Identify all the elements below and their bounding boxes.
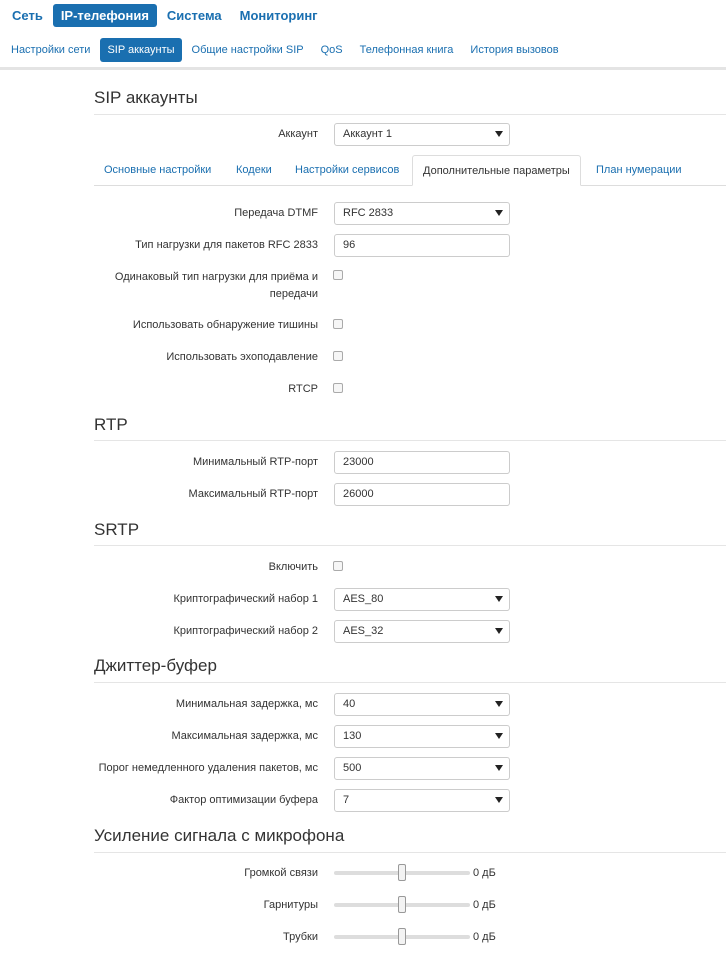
gain-speaker-slider[interactable]: [334, 871, 470, 875]
tab-basic-settings[interactable]: Основные настройки: [104, 164, 212, 176]
subnav-phonebook[interactable]: Телефонная книга: [359, 43, 454, 56]
jitter-min-delay-value: 40: [343, 698, 356, 710]
dtmf-label: Передача DTMF: [234, 207, 318, 219]
subnav-qos[interactable]: QoS: [320, 43, 343, 56]
gain-headset-slider[interactable]: [334, 903, 470, 907]
account-label: Аккаунт: [278, 128, 318, 140]
chevron-down-icon: [495, 765, 503, 771]
nav-divider: [0, 67, 726, 70]
gain-speaker-value: 0 дБ: [473, 867, 496, 879]
dtmf-select-value: RFC 2833: [343, 207, 394, 219]
srtp-section-title: SRTP: [94, 520, 140, 539]
same-payload-checkbox[interactable]: [333, 270, 343, 280]
section-divider: [94, 682, 726, 683]
rtp-min-port-label: Минимальный RTP-порт: [193, 456, 318, 468]
gain-headset-value: 0 дБ: [473, 899, 496, 911]
topnav-network[interactable]: Сеть: [12, 7, 43, 23]
chevron-down-icon: [495, 596, 503, 602]
srtp-enable-checkbox[interactable]: [333, 561, 343, 571]
rtp-section-title: RTP: [94, 415, 128, 434]
jitter-opt-factor-select[interactable]: [334, 789, 510, 812]
crypto-suite-1-label: Криптографический набор 1: [173, 593, 318, 605]
section-divider: [94, 852, 726, 853]
section-divider: [94, 545, 726, 546]
gain-speaker-slider-handle[interactable]: [398, 864, 406, 881]
same-payload-label: [115, 269, 318, 303]
rtcp-label: RTCP: [288, 383, 318, 395]
chevron-down-icon: [495, 733, 503, 739]
jitter-drop-threshold-select[interactable]: [334, 757, 510, 780]
rtp-max-port-input[interactable]: 26000: [334, 483, 510, 506]
crypto-suite-1-select[interactable]: [334, 588, 510, 611]
tab-service-settings[interactable]: Настройки сервисов: [295, 164, 400, 176]
rtcp-checkbox[interactable]: [333, 383, 343, 393]
rtp-min-port-input[interactable]: 23000: [334, 451, 510, 474]
gain-handset-slider[interactable]: [334, 935, 470, 939]
tab-additional-parameters[interactable]: Дополнительные параметры: [412, 155, 581, 186]
subnav-sip-accounts[interactable]: SIP аккаунты: [100, 38, 181, 62]
crypto-suite-2-select[interactable]: [334, 620, 510, 643]
jitter-min-delay-select[interactable]: [334, 693, 510, 716]
page-title: SIP аккаунты: [94, 88, 198, 107]
silence-detection-checkbox[interactable]: [333, 319, 343, 329]
chevron-down-icon: [495, 701, 503, 707]
topnav-monitoring[interactable]: Мониторинг: [239, 7, 318, 23]
chevron-down-icon: [495, 131, 503, 137]
tab-dial-plan[interactable]: План нумерации: [596, 164, 682, 176]
gain-handset-value: 0 дБ: [473, 931, 496, 943]
rtp-max-port-label: Максимальный RTP-порт: [188, 488, 318, 500]
tab-codecs[interactable]: Кодеки: [236, 164, 272, 176]
subnav-call-history[interactable]: История вызовов: [470, 43, 559, 56]
crypto-suite-2-label: Криптографический набор 2: [173, 625, 318, 637]
echo-cancel-checkbox[interactable]: [333, 351, 343, 361]
jitter-max-delay-label: Максимальная задержка, мс: [171, 730, 318, 742]
gain-speaker-label: Громкой связи: [244, 867, 318, 879]
account-select[interactable]: [334, 123, 510, 146]
subnav-sip-general[interactable]: Общие настройки SIP: [191, 43, 304, 56]
crypto-suite-2-value: AES_32: [343, 625, 384, 637]
payload-type-label: Тип нагрузки для пакетов RFC 2833: [135, 239, 318, 251]
jitter-opt-factor-label: Фактор оптимизации буфера: [169, 794, 318, 806]
jitter-drop-threshold-label: Порог немедленного удаления пакетов, мс: [98, 762, 318, 774]
gain-handset-label: Трубки: [283, 931, 318, 943]
gain-section-title: Усиление сигнала с микрофона: [94, 826, 345, 845]
silence-detection-label: Использовать обнаружение тишины: [132, 319, 318, 331]
section-divider: [94, 440, 726, 441]
chevron-down-icon: [495, 210, 503, 216]
jitter-drop-threshold-value: 500: [343, 762, 362, 774]
srtp-enable-label: Включить: [268, 561, 318, 573]
jitter-section-title: Джиттер-буфер: [94, 656, 217, 675]
jitter-min-delay-label: Минимальная задержка, мс: [175, 698, 318, 710]
subnav-network-settings[interactable]: Настройки сети: [11, 43, 91, 56]
payload-type-input[interactable]: 96: [334, 234, 510, 257]
settings-tabs: [94, 155, 726, 186]
section-divider: [94, 114, 726, 115]
same-payload-label-line2: передачи: [269, 288, 318, 300]
sub-navigation: [0, 37, 569, 62]
same-payload-label-line1: Одинаковый тип нагрузки для приёма и: [114, 271, 318, 283]
topnav-system[interactable]: Система: [166, 7, 222, 23]
jitter-max-delay-value: 130: [343, 730, 362, 742]
top-navigation: [0, 3, 328, 27]
dtmf-select[interactable]: [334, 202, 510, 225]
jitter-opt-factor-value: 7: [343, 794, 350, 806]
gain-headset-slider-handle[interactable]: [398, 896, 406, 913]
gain-handset-slider-handle[interactable]: [398, 928, 406, 945]
echo-cancel-label: Использовать эхоподавление: [166, 351, 318, 363]
chevron-down-icon: [495, 797, 503, 803]
topnav-ip-telephony[interactable]: IP-телефония: [53, 4, 157, 27]
account-select-value: Аккаунт 1: [343, 128, 392, 140]
gain-headset-label: Гарнитуры: [263, 899, 318, 911]
chevron-down-icon: [495, 628, 503, 634]
crypto-suite-1-value: AES_80: [343, 593, 384, 605]
jitter-max-delay-select[interactable]: [334, 725, 510, 748]
